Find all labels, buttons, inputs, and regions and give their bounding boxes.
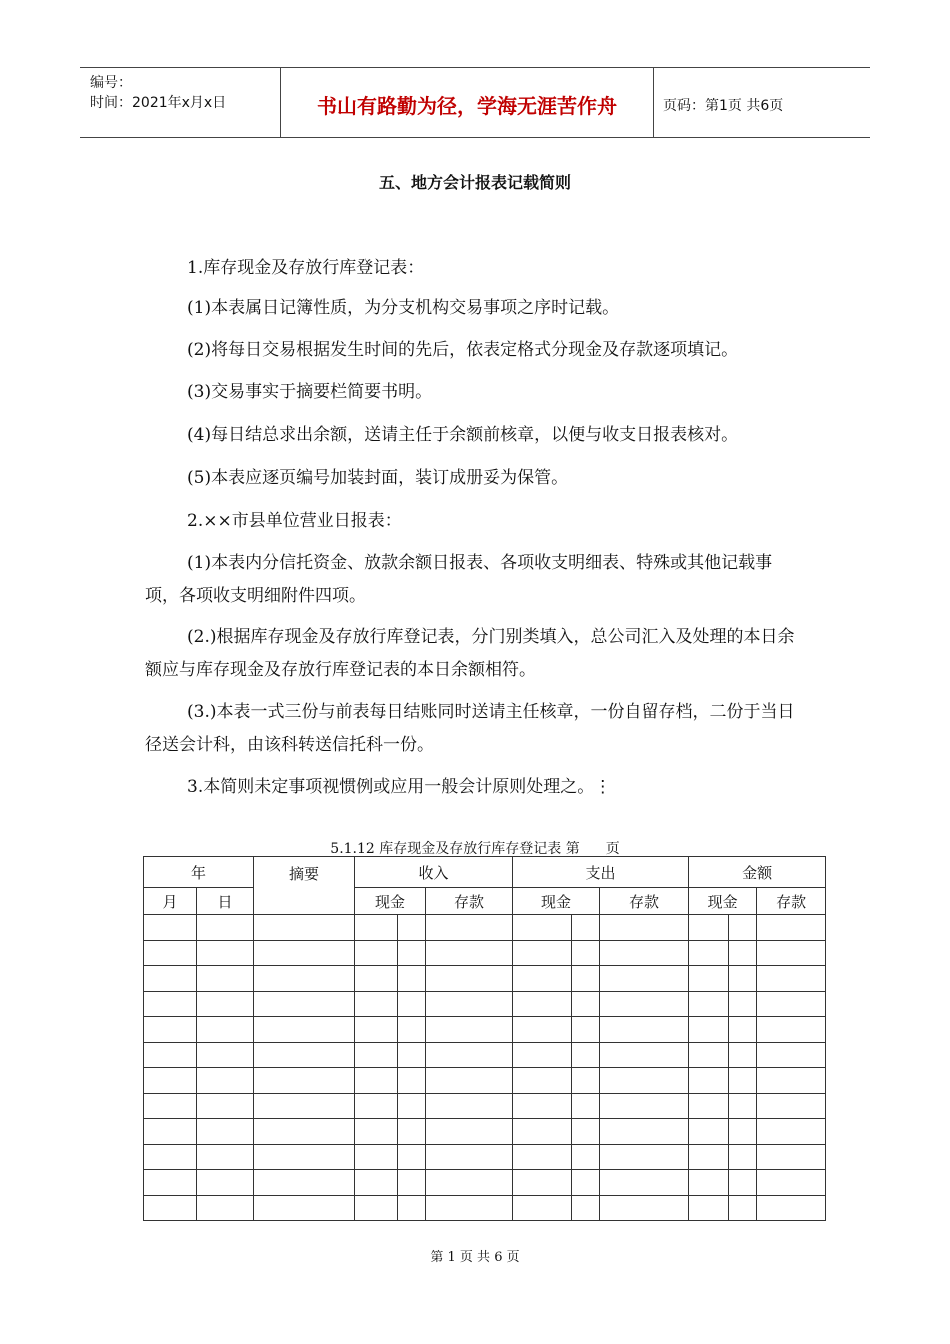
paragraph: 2.××市县单位营业日报表： [187,511,402,531]
doc-number-label: 编号： [90,75,132,91]
table-cell [254,1170,355,1196]
table-cell [197,1093,254,1119]
table-cell [355,966,398,992]
table-cell [600,1068,689,1094]
table-cell [398,915,426,941]
table-cell [513,915,572,941]
expense-header: 支出 [513,857,689,888]
paragraph: (5)本表应逐页编号加装封面，装订成册妥为保管。 [187,468,569,488]
table-caption: 5.1.12 库存现金及存放行库存登记表 第 页 [330,841,620,857]
table-cell [144,1093,197,1119]
table-cell [197,940,254,966]
table-row [144,966,826,992]
paragraph: (4)每日结总求出余额，送请主任于余额前核章，以便与收支日报表核对。 [187,425,739,445]
table-cell [600,1042,689,1068]
table-cell [144,1119,197,1145]
table-cell [757,940,826,966]
table-row [144,1119,826,1145]
table-cell [729,966,757,992]
table-cell [600,1017,689,1043]
table-cell [398,1042,426,1068]
header-motto: 书山有路勤为径，学海无涯苦作舟 [317,94,617,118]
table-cell [600,1144,689,1170]
table-cell [254,915,355,941]
table-cell [757,1017,826,1043]
table-cell [355,1017,398,1043]
table-cell [572,1195,600,1221]
table-cell [197,1170,254,1196]
table-cell [689,991,729,1017]
table-cell [757,1170,826,1196]
table-cell [426,1042,513,1068]
table-cell [197,1195,254,1221]
table-row [144,1068,826,1094]
table-cell [254,940,355,966]
table-cell [355,940,398,966]
header-motto-cell [280,68,654,137]
table-row [144,915,826,941]
table-cell [254,966,355,992]
page-footer: 第 1 页 共 6 页 [430,1250,520,1265]
table-cell [355,991,398,1017]
table-cell [355,1195,398,1221]
table-cell [757,1144,826,1170]
table-cell [254,1195,355,1221]
table-cell [513,1170,572,1196]
page-header [80,67,870,138]
table-cell [355,1042,398,1068]
table-cell [355,1068,398,1094]
table-cell [197,1119,254,1145]
table-cell [355,1144,398,1170]
table-cell [572,1017,600,1043]
table-cell [426,1144,513,1170]
table-cell [144,1195,197,1221]
table-cell [689,1042,729,1068]
table-cell [426,1119,513,1145]
table-cell [572,1042,600,1068]
table-cell [426,1170,513,1196]
table-cell [689,915,729,941]
table-cell [729,1195,757,1221]
table-row [144,991,826,1017]
doc-date-label: 时间：2021年x月x日 [90,95,227,111]
amount-header: 金额 [689,857,826,888]
table-cell [689,1170,729,1196]
table-cell [426,1068,513,1094]
table-cell [572,1093,600,1119]
table-cell [757,991,826,1017]
year-header: 年 [144,857,254,888]
table-cell [757,1068,826,1094]
table-cell [689,1119,729,1145]
table-cell [689,966,729,992]
table-cell [600,1093,689,1119]
income-cash-header: 现金 [355,888,426,915]
table-cell [600,915,689,941]
paragraph: 1.库存现金及存放行库登记表： [187,258,425,278]
table-cell [254,1144,355,1170]
table-cell [572,915,600,941]
table-cell [144,915,197,941]
header-page-label: 页码：第1页 共6页 [663,98,784,114]
table-cell [757,1195,826,1221]
table-row [144,1042,826,1068]
table-cell [600,991,689,1017]
table-cell [513,1042,572,1068]
table-cell [757,1093,826,1119]
table-cell [254,1017,355,1043]
table-cell [513,1195,572,1221]
table-cell [144,1042,197,1068]
table-cell [355,1093,398,1119]
paragraph: (1)本表内分信托资金、放款余额日报表、各项收支明细表、特殊或其他记载事项，各项收支明细附件四项。 [145,553,773,606]
table-cell [572,1068,600,1094]
table-cell [144,1144,197,1170]
paragraph: (2.)根据库存现金及存放行库登记表，分门别类填入，总公司汇入及处理的本日余额应与库存现金及存放行库登记表的本日余额相符。 [145,627,795,680]
table-cell [729,1017,757,1043]
table-cell [426,1017,513,1043]
paragraph: (3.)本表一式三份与前表每日结账同时送请主任核章，一份自留存档，二份于当日径送会计科，由该科转送信托科一份。 [145,702,795,755]
table-cell [197,1017,254,1043]
table-cell [689,1017,729,1043]
table-cell [600,1195,689,1221]
table-cell [426,940,513,966]
table-cell [600,1119,689,1145]
table-cell [144,991,197,1017]
table-cell [197,991,254,1017]
table-cell [398,966,426,992]
table-cell [729,1068,757,1094]
table-cell [197,966,254,992]
table-cell [197,1042,254,1068]
paragraph: (3)交易事实于摘要栏简要书明。 [187,382,433,402]
expense-deposit-header: 存款 [600,888,689,915]
table-cell [197,1144,254,1170]
table-cell [689,940,729,966]
table-cell [513,1017,572,1043]
table-cell [355,915,398,941]
table-cell [757,966,826,992]
table-cell [398,1119,426,1145]
table-cell [757,1042,826,1068]
table-cell [398,1017,426,1043]
table-cell [426,966,513,992]
table-cell [398,1170,426,1196]
table-cell [729,1144,757,1170]
table-cell [513,991,572,1017]
table-cell [729,1119,757,1145]
table-row [144,1093,826,1119]
table-cell [572,966,600,992]
table-cell [254,991,355,1017]
table-cell [513,966,572,992]
month-header: 月 [144,888,197,915]
header-page-cell [653,68,870,137]
table-cell [254,1042,355,1068]
table-cell [144,1017,197,1043]
table-cell [513,940,572,966]
table-cell [398,1093,426,1119]
table-cell [426,915,513,941]
amount-cash-header: 现金 [689,888,757,915]
table-cell [398,1144,426,1170]
register-table [143,856,826,1221]
table-row [144,1144,826,1170]
table-cell [689,1093,729,1119]
table-row [144,1017,826,1043]
table-cell [513,1068,572,1094]
table-cell [729,1170,757,1196]
table-cell [254,1093,355,1119]
table-cell [729,940,757,966]
table-cell [572,1170,600,1196]
table-row [144,1195,826,1221]
table-cell [600,1170,689,1196]
table-cell [729,915,757,941]
table-cell [144,940,197,966]
table-cell [572,940,600,966]
table-cell [729,991,757,1017]
table-row [144,1170,826,1196]
table-cell [398,1068,426,1094]
amount-deposit-header: 存款 [757,888,826,915]
table-cell [254,1119,355,1145]
table-cell [426,991,513,1017]
table-cell [600,966,689,992]
table-cell [572,991,600,1017]
table-cell [689,1195,729,1221]
table-cell [144,966,197,992]
income-header: 收入 [355,857,513,888]
table-cell [572,1144,600,1170]
table-cell [572,1119,600,1145]
expense-cash-header: 现金 [513,888,600,915]
table-cell [513,1144,572,1170]
table-cell [513,1119,572,1145]
summary-header: 摘要 [254,857,355,915]
table-cell [729,1093,757,1119]
table-cell [197,1068,254,1094]
table-cell [689,1144,729,1170]
table-cell [144,1170,197,1196]
table-cell [513,1093,572,1119]
paragraph: (2)将每日交易根据发生时间的先后，依表定格式分现金及存款逐项填记。 [187,340,739,360]
table-cell [197,915,254,941]
document-title: 五、地方会计报表记载简则 [378,173,571,192]
table-cell [729,1042,757,1068]
table-cell [144,1068,197,1094]
table-cell [398,991,426,1017]
table-cell [355,1119,398,1145]
register-rows [144,915,826,1221]
day-header: 日 [197,888,254,915]
table-cell [600,940,689,966]
table-cell [757,915,826,941]
income-deposit-header: 存款 [426,888,513,915]
table-cell [757,1119,826,1145]
table-cell [398,1195,426,1221]
table-cell [689,1068,729,1094]
table-cell [426,1093,513,1119]
header-meta [80,68,280,137]
paragraph: (1)本表属日记簿性质，为分支机构交易事项之序时记载。 [187,298,620,318]
table-cell [426,1195,513,1221]
table-row [144,940,826,966]
table-cell [398,940,426,966]
table-cell [254,1068,355,1094]
table-cell [355,1170,398,1196]
paragraph: 3.本简则未定事项视惯例或应用一般会计原则处理之。⋮ [187,777,612,797]
